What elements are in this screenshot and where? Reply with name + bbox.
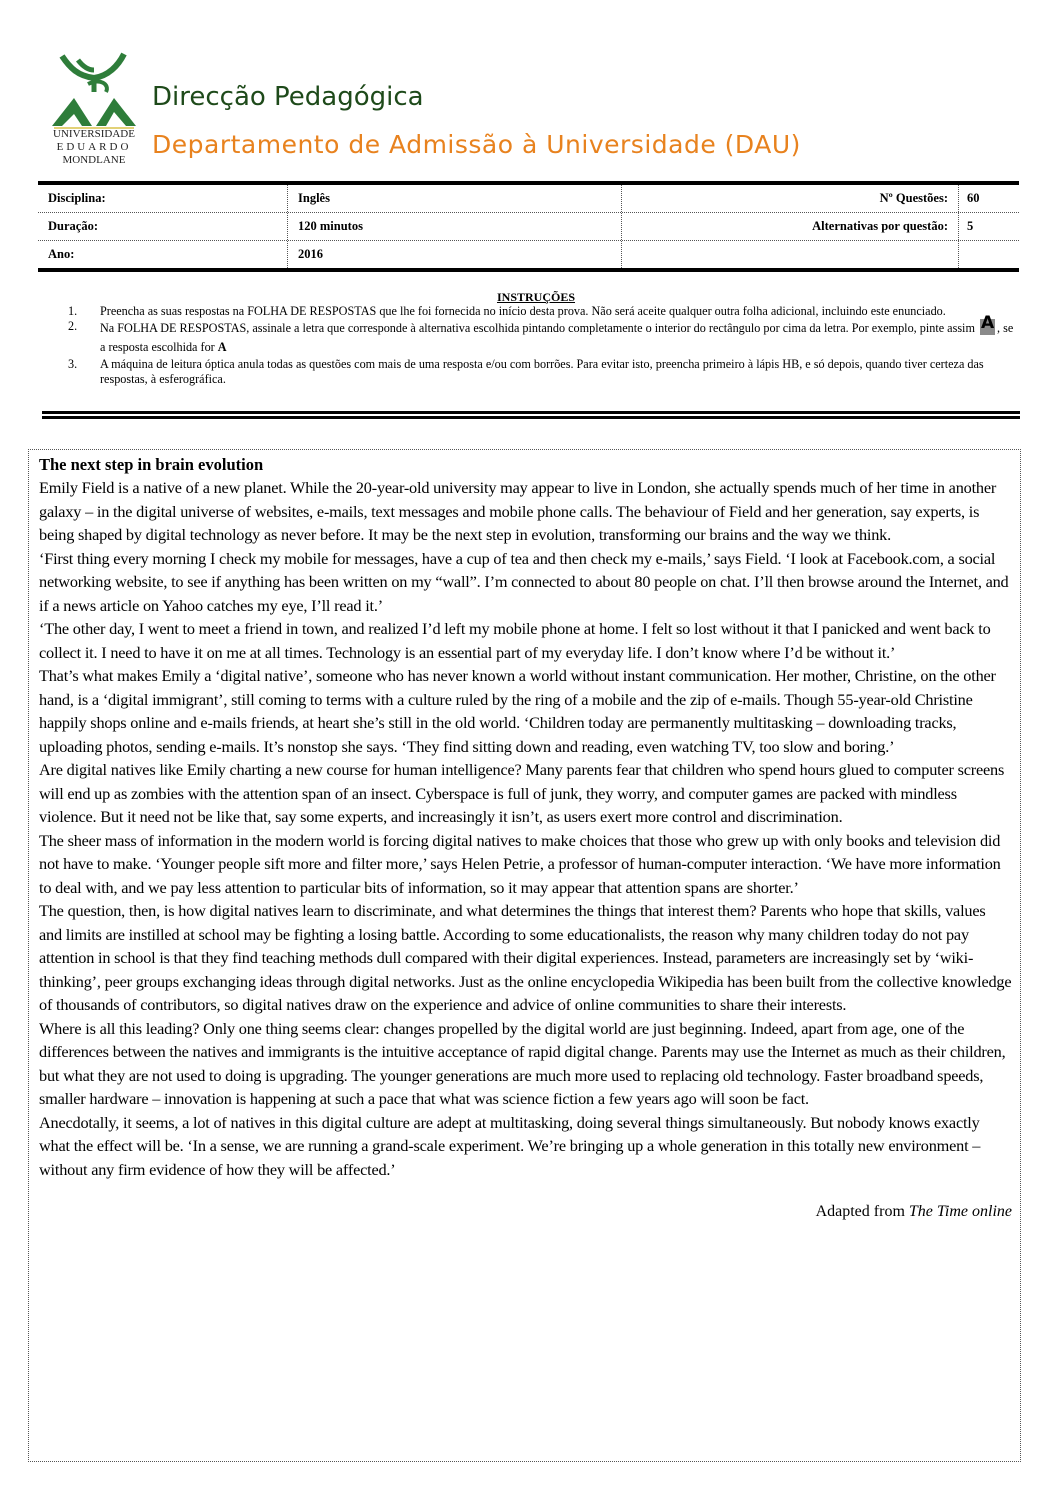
passage-title: The next step in brain evolution (39, 455, 264, 474)
instruction-text: A máquina de leitura óptica anula todas as questões com mais de uma resposta e/ou com borrões. Para evitar isto, preencha primeiro à lápis HB, e só depois, quando tiver certeza das respostas, à esferográfica. (100, 357, 984, 386)
divider-rule (42, 416, 1020, 419)
passage-paragraph: ‘The other day, I went to meet a friend in town, and realized I’d left my mobile phone at home. I felt so lost without it that I panicked and went back to collect it. I need to have it on me at all times. Technology is an essential part of my everyday life. I don’t know where I’d be without it.’ (39, 619, 991, 662)
passage-source (39, 1203, 1012, 1221)
info-value: 120 minutos (288, 213, 622, 240)
info-label: Disciplina: (38, 185, 288, 212)
instruction-text-2 (100, 313, 1018, 357)
instruction-number: 1. (68, 304, 78, 318)
instruction-item (68, 304, 1018, 319)
info-label: Ano: (38, 241, 288, 268)
logo-line-1: UNIVERSIDADE (53, 128, 135, 140)
instruction-item (68, 357, 1018, 387)
header-title: Direcção Pedagógica (152, 82, 424, 112)
passage-paragraph: The question, then, is how digital natives learn to discriminate, and what determines the things that interest them? Parents who hope that skills, values and limits are instilled at school may be fighting a losing battle. According to some educationalists, the reason why many children today do not pay attention in school is that they find teaching methods dull compared with their digital experiences. Instead, parameters are increasingly set by ‘wiki-thinking’, peer groups exchanging ideas through digital networks. Just as the online encyclopedia Wikipedia has been built from the collective knowledge of thousands of contributors, so digital natives draw on the experience and advice of online communities to share their interests. (39, 901, 1012, 1014)
info-row-ano (38, 241, 1019, 268)
passage-body (39, 476, 1012, 1181)
source-prefix: Adapted from (815, 1203, 909, 1220)
header-subtitle: Departamento de Admissão à Universidade (DAU) (152, 130, 801, 159)
info-label: Duração: (38, 213, 288, 240)
info-label-2: Nº Questões: (622, 185, 959, 212)
answer-letter-bold: A (217, 340, 227, 354)
info-label-2 (622, 241, 959, 268)
instruction-number: 3. (68, 357, 78, 371)
logo-line-3: MONDLANE (62, 154, 126, 166)
info-row-duracao (38, 213, 1019, 241)
passage-paragraph: Anecdotally, it seems, a lot of natives in this digital culture are adept at multitasking, doing several things simultaneously. But nobody knows exactly what the effect will be. ‘In a sense, we are running a grand-scale experiment. We’re bringing up a whole generation in this totally new environment – without any firm evidence of how they will be affected.’ (39, 1112, 981, 1179)
reading-passage (28, 449, 1021, 1462)
instructions-title: INSTRUÇÕES (496, 290, 576, 304)
filled-answer-box-example (980, 313, 995, 335)
instruction-text: Preencha as suas respostas na FOLHA DE RESPOSTAS que lhe foi fornecida no início desta prova. Não será aceite qualquer outra folha adicional, incluindo este enunciado. (100, 304, 946, 318)
info-value-2 (959, 241, 1019, 268)
source-title: The Time online (908, 1203, 1012, 1220)
info-value: 2016 (288, 241, 622, 268)
divider-rule (42, 411, 1020, 414)
info-value-2: 5 (967, 219, 974, 233)
instruction-text-after: , se a resposta escolhida for (100, 321, 1014, 354)
instruction-number: 2. (68, 319, 78, 333)
logo-wordmark (48, 128, 140, 167)
logo-line-2: EDUARDO (56, 141, 132, 153)
passage-paragraph: Where is all this leading? Only one thing seems clear: changes propelled by the digital world are just beginning. Indeed, apart from age, one of the differences between the natives and immigrants is the intuitive acceptance of rapid digital change. Parents may use the Internet as much as their children, but what they are not used to doing is upgrading. The younger generations are much more used to replacing old technology. Faster broadband speeds, smaller hardware – innovation is happening at such a pace that what was science fiction a few years ago will soon be fact. (39, 1018, 1006, 1108)
passage-paragraph: Are digital natives like Emily charting a new course for human intelligence? Many parents fear that children who spend hours glued to computer screens will end up as zombies with the attention span of an insect. Cyberspace is full of junk, they worry, and computer games are packed with mindless violence. But it need not be like that, say some experts, and increasingly it isn’t, as users exert more control and discrimination. (39, 760, 1005, 826)
passage-paragraph: ‘First thing every morning I check my mobile for messages, have a cup of tea and then check my e-mails,’ says Field. ‘I look at Facebook.com, a social networking website, to see if anything has been written on my “wall”. I’m connected to about 80 people on chat. I’ll then browse around the Internet, and if a news article on Yahoo catches my eye, I’ll read it.’ (39, 548, 1009, 615)
passage-paragraph: The sheer mass of information in the modern world is forcing digital natives to make choices that those who grew up with only books and television did not have to make. ‘Younger people sift more and filter more,’ says Helen Petrie, a professor of human-computer interaction. ‘We have more information to deal with, and we pay less attention to particular bits of information, so it may appear that attention spans are shorter.’ (39, 830, 1001, 897)
passage-paragraph: That’s what makes Emily a ‘digital native’, someone who has never known a world without instant communication. Her mother, Christine, on the other hand, is a ‘digital immigrant’, still coming to terms with a culture ruled by the ring of a mobile and the zip of e-mails. Though 55-year-old Christine happily shops online and e-mails friends, at heart she’s still in the old world. ‘Children today are permanently multitasking – downloading tracks, uploading photos, sending e-mails. It’s nonstop she says. ‘They find sitting down and reading, even watching TV, too slow and boring.’ (39, 666, 996, 756)
info-value-2: 60 (967, 191, 980, 205)
instruction-item (68, 313, 1018, 357)
info-label-2: Alternativas por questão: (622, 213, 959, 240)
exam-info-table (38, 181, 1019, 272)
answer-letter: A (980, 313, 995, 333)
instructions-list (68, 304, 1018, 387)
passage-paragraph: Emily Field is a native of a new planet. While the 20-year-old university may appear to live in London, she actually spends much of her time in another galaxy – in the digital universe of websites, e-mails, text messages and mobile phone calls. The behaviour of Field and her generation, say experts, is being shaped by digital technology as never before. It may be the next step in evolution, transforming our brains and the way we think. (39, 478, 997, 544)
info-value: Inglês (288, 185, 622, 212)
info-row-disciplina (38, 185, 1019, 213)
instruction-text: Na FOLHA DE RESPOSTAS, assinale a letra que corresponde à alternativa escolhida pintando completamente o interior do rectângulo por cima da letra. Por exemplo, pinte assim (100, 321, 975, 335)
